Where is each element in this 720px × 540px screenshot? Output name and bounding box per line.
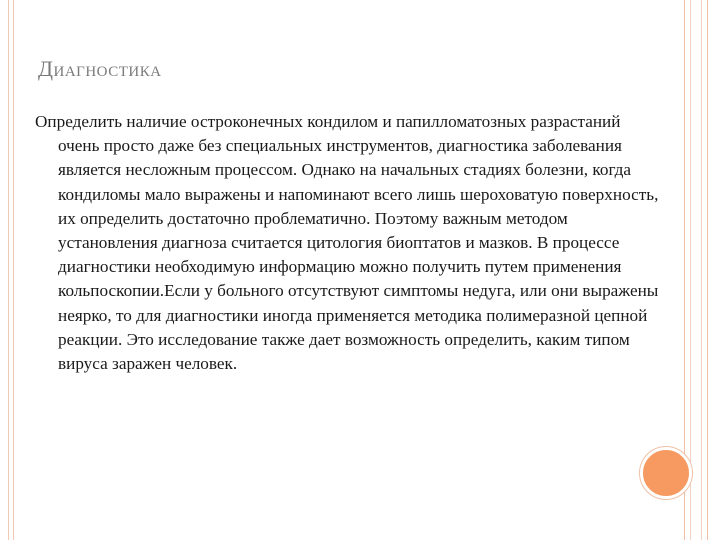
orange-circle-decoration: [640, 447, 692, 499]
slide-body: [35, 110, 660, 376]
left-frame-line-inner: [13, 0, 14, 540]
left-frame-line: [8, 0, 9, 540]
right-frame-band-inner: [690, 0, 702, 540]
body-paragraph: Определить наличие остроконечных кондилом и папилломатозных разрастаний очень просто даже без специальных инструментов, диагностика заболевания является несложным процессом. Однако на начальных стадиях болезни, когда кондиломы мало выражены и напоминают всего лишь шероховатую поверхность, их определить достаточно проблематично. Поэтому важным методом установления диагноза считается цитология биоптатов и мазков. В процессе диагностики необходимую информацию можно получить путем применения кольпоскопии.Если у больного отсутствуют симптомы недуга, или они выражены неярко, то для диагностики иногда применяется методика полимеразной цепной реакции. Это исследование также дает возможность определить, каким типом вируса заражен человек.: [35, 112, 659, 374]
slide-title: Диагностика: [38, 56, 162, 81]
